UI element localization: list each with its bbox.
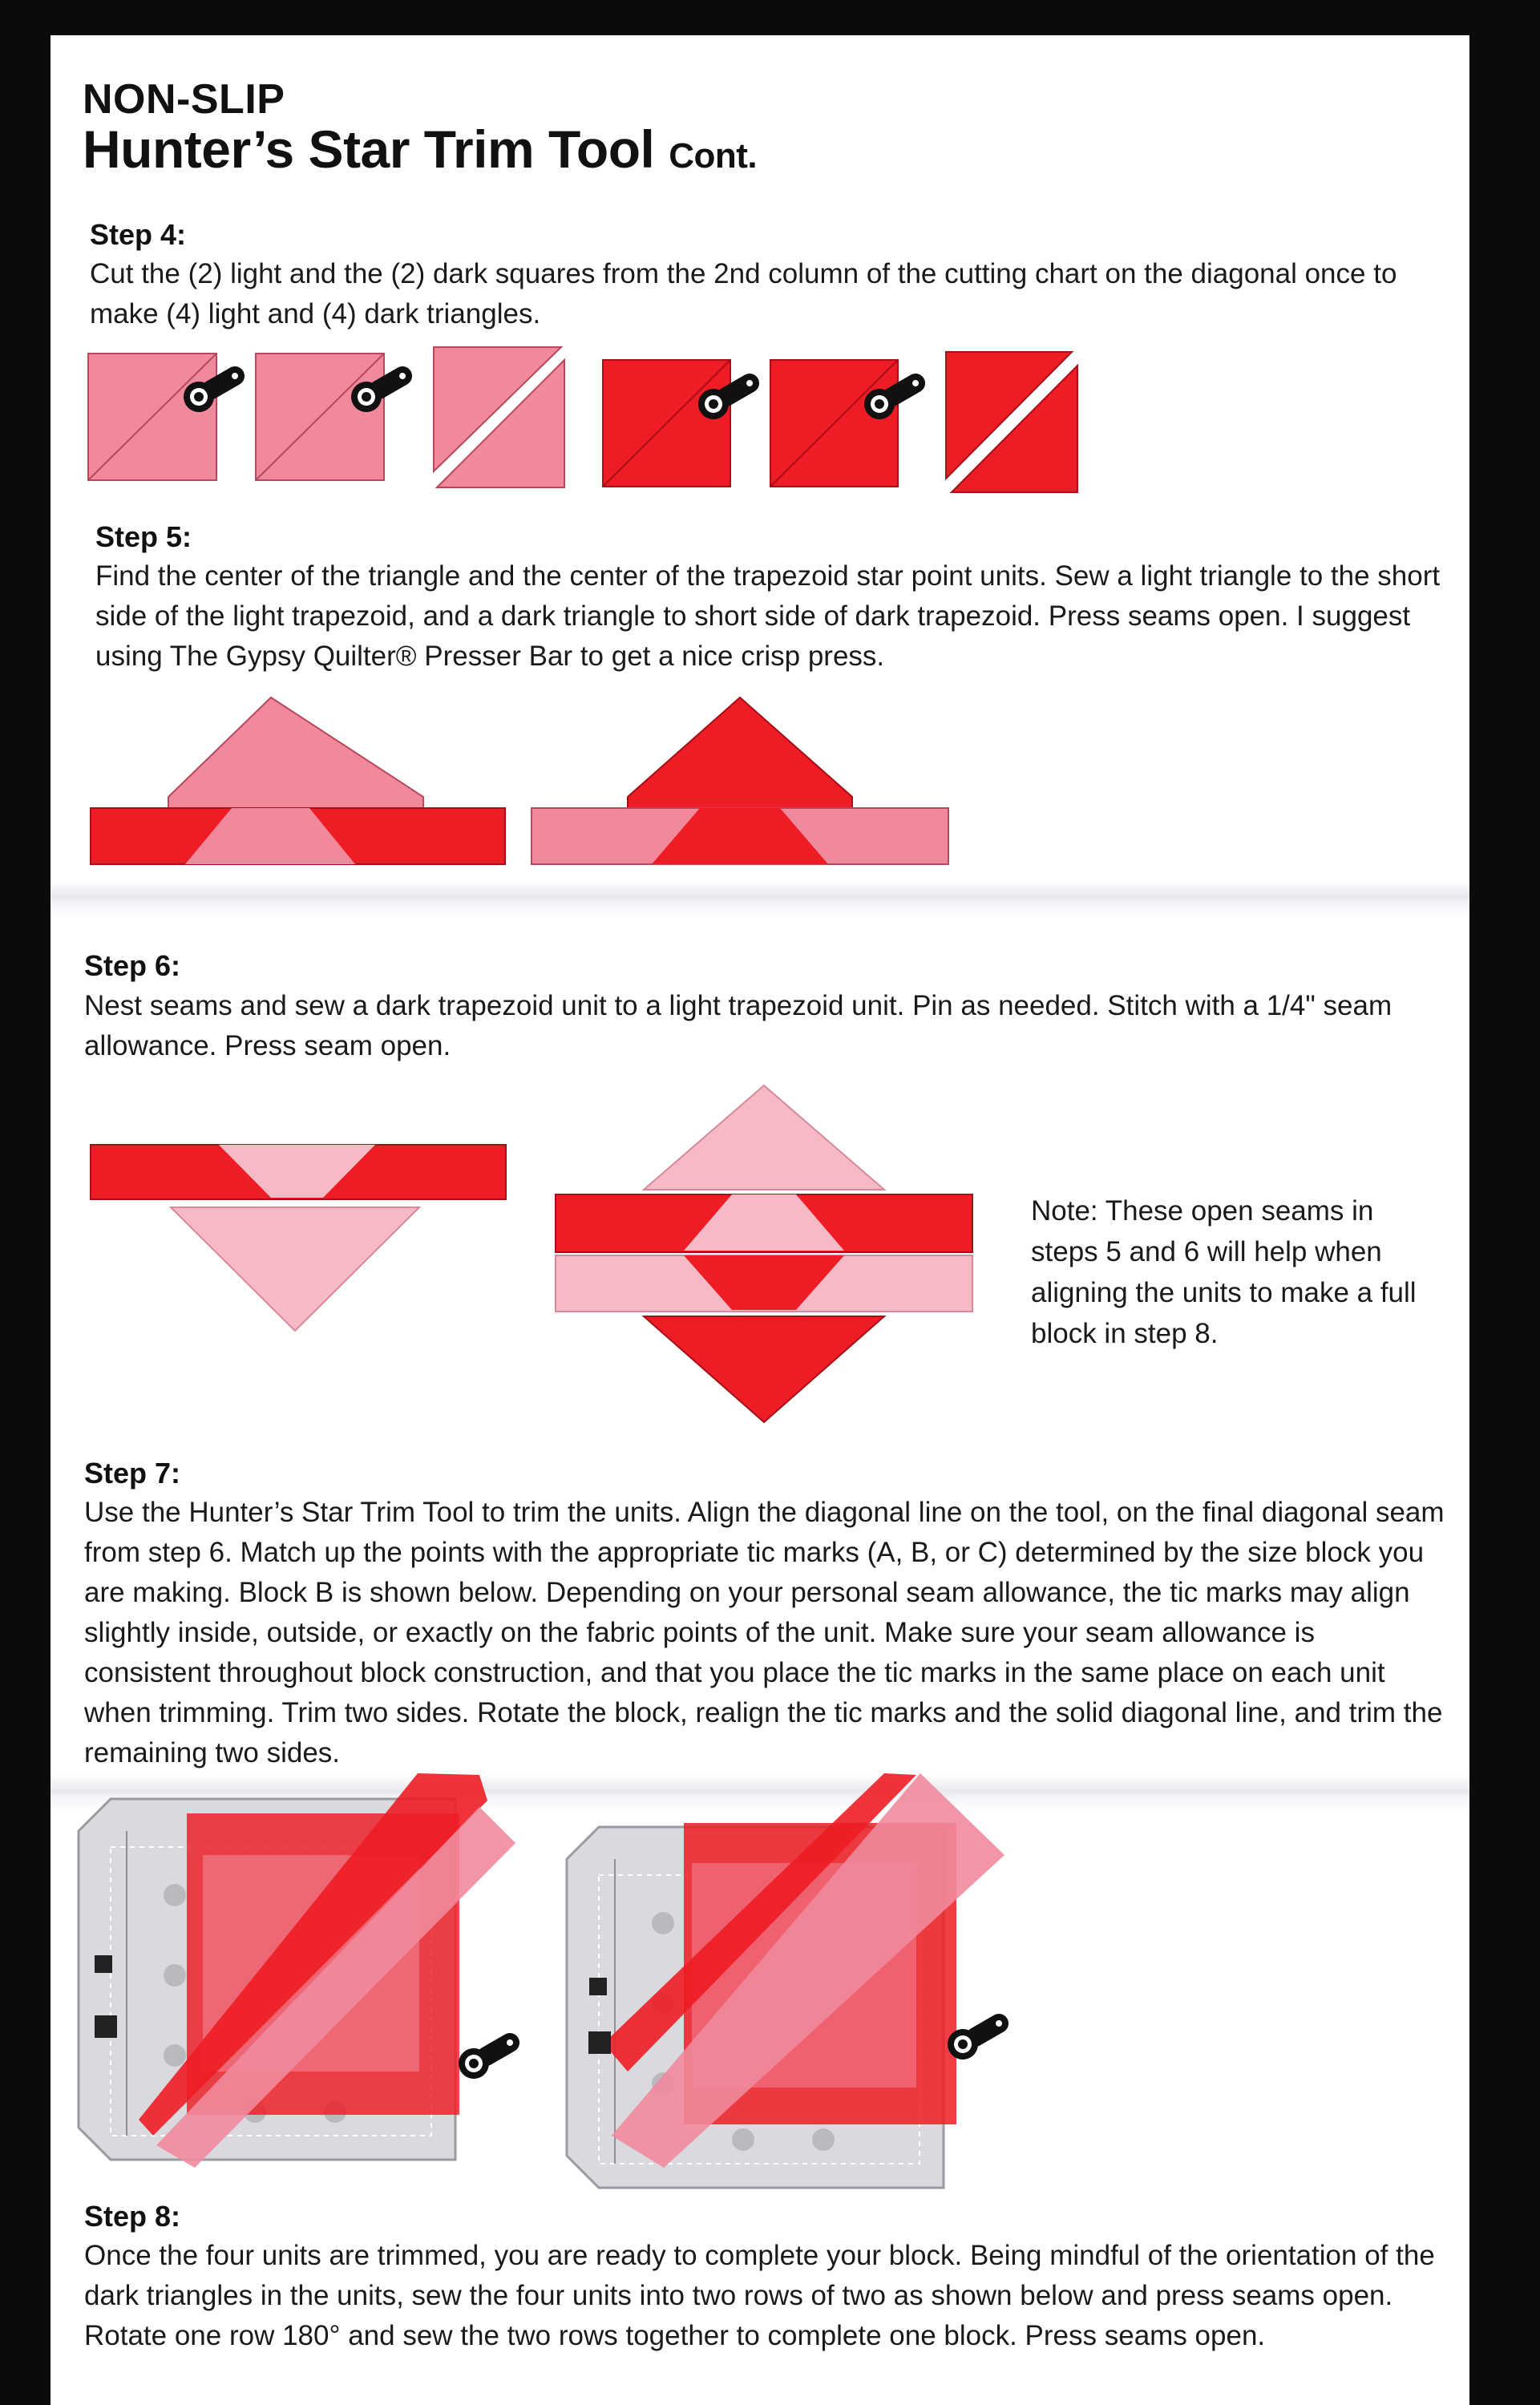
- qr-code-icon: [589, 1978, 607, 1995]
- light-triangle: [644, 1085, 884, 1190]
- step4-text: Cut the (2) light and the (2) dark squares from the 2nd column of the cutting chart on the diagonal once to make (4) light and (4) dark triangles.: [90, 258, 1397, 329]
- dark-triangle: [628, 697, 852, 809]
- step5-text: Find the center of the triangle and the center of the trapezoid star point units. Sew a light triangle to the short side of the light trapezoid, and a dark triangle to short side of dark trapezoid. Press seams open. I suggest using The Gypsy Quilter® Presser Bar to get a nice crisp press.: [95, 560, 1441, 672]
- step6-figure-center: [556, 1085, 972, 1422]
- step5-heading: Step 5:: [95, 520, 192, 553]
- step4-figure: [88, 347, 1077, 492]
- header-kicker: NON-SLIP: [83, 76, 285, 123]
- instruction-sheet: [51, 35, 1469, 2405]
- step6-text: Nest seams and sew a dark trapezoid unit to a light trapezoid unit. Pin as needed. Stitch with a 1/4" seam allowance. Press seam open.: [84, 990, 1392, 1061]
- step8-heading: Step 8:: [84, 2200, 181, 2233]
- step8-text: Once the four units are trimmed, you are ready to complete your block. Being mindful of the orientation of the dark triangles in the units, sew the four units into two rows of two as shown below and press seams open. Rotate one row 180° and sew the two rows together to complete one block. Press seams open.: [84, 2240, 1435, 2351]
- step6-note: Note: These open seams in steps 5 and 6 will help when aligning the units to make a full block in step 8.: [1031, 1195, 1417, 1349]
- step7-heading: Step 7:: [84, 1457, 181, 1489]
- step5-figure: [91, 697, 948, 864]
- step6-figure-left: [91, 1145, 506, 1331]
- light-triangle: [168, 697, 423, 809]
- step7-text: Use the Hunter’s Star Trim Tool to trim the units. Align the diagonal line on the tool, on the final diagonal seam from step 6. Match up the points with the appropriate tic marks (A, B, or C) determined by the size block you are making. Block B is shown below. Depending on your personal seam allowance, the tic marks may align slightly inside, outside, or exactly on the fabric points of the unit. Make sure your seam allowance is consistent throughout block construction, and that you place the tic marks in the same place on each unit when trimming. Trim two sides. Rotate the block, realign the tic marks and the solid diagonal line, and trim the remaining two sides.: [84, 1497, 1445, 1768]
- step4-heading: Step 4:: [90, 218, 187, 251]
- title-suffix: Cont.: [669, 136, 758, 176]
- dark-triangle: [644, 1316, 884, 1422]
- light-triangle: [171, 1207, 419, 1331]
- step6-heading: Step 6:: [84, 949, 181, 982]
- qr-code-icon: [95, 2015, 117, 2038]
- qr-code-icon: [588, 2031, 611, 2054]
- title-text: Hunter’s Star Trim Tool: [83, 119, 655, 179]
- qr-code-icon: [95, 1955, 112, 1973]
- step7-figure-right: [567, 1773, 1015, 2188]
- rotary-cutter-icon: [453, 2025, 526, 2084]
- step7-figure-left: [79, 1773, 526, 2168]
